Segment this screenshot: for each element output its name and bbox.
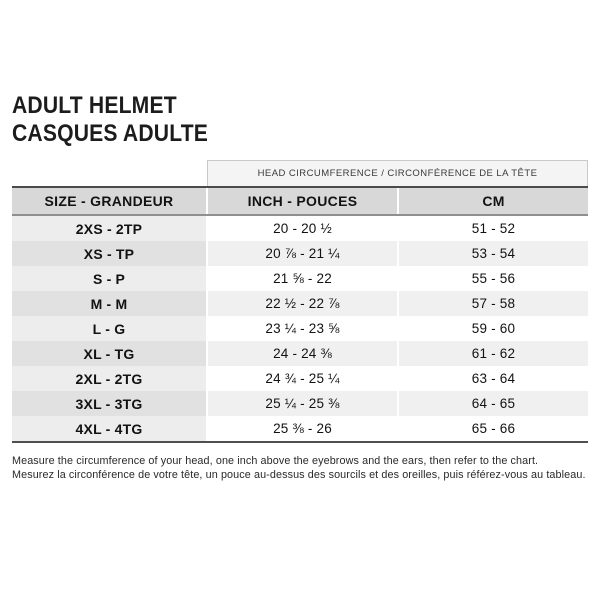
column-header-inch: INCH - POUCES <box>207 187 398 215</box>
column-header-cm: CM <box>398 187 588 215</box>
cm-cell: 64 - 65 <box>398 391 588 416</box>
table-row <box>12 241 588 266</box>
inch-cell: 24 ¾ - 25 ¼ <box>207 366 398 391</box>
column-header-size: SIZE - GRANDEUR <box>12 187 207 215</box>
cm-cell: 55 - 56 <box>398 266 588 291</box>
table-row <box>12 266 588 291</box>
page-title-fr: CASQUES ADULTE <box>12 120 209 147</box>
cm-cell: 61 - 62 <box>398 341 588 366</box>
size-cell: 3XL - 3TG <box>12 391 207 416</box>
table-row <box>12 291 588 316</box>
head-circumference-header: HEAD CIRCUMFERENCE / CIRCONFÉRENCE DE LA TÊTE <box>207 160 588 186</box>
table-row <box>12 416 588 442</box>
measure-instructions-en: Measure the circumference of your head, one inch above the eyebrows and the ears, then refer to the chart. <box>12 455 539 467</box>
cm-cell: 63 - 64 <box>398 366 588 391</box>
table-row <box>12 341 588 366</box>
size-cell: L - G <box>12 316 207 341</box>
size-cell: S - P <box>12 266 207 291</box>
inch-cell: 20 - 20 ½ <box>207 215 398 241</box>
size-cell: M - M <box>12 291 207 316</box>
inch-cell: 23 ¼ - 23 ⅝ <box>207 316 398 341</box>
table-row <box>12 316 588 341</box>
size-chart-table <box>12 186 588 443</box>
size-cell: 4XL - 4TG <box>12 416 207 442</box>
measure-instructions-fr: Mesurez la circonférence de votre tête, un pouce au-dessus des sourcils et des oreilles, puis référez-vous au tableau. <box>12 469 586 481</box>
table-row <box>12 366 588 391</box>
cm-cell: 51 - 52 <box>398 215 588 241</box>
table-row <box>12 391 588 416</box>
inch-cell: 25 ⅜ - 26 <box>207 416 398 442</box>
table-row <box>12 215 588 241</box>
size-cell: XL - TG <box>12 341 207 366</box>
size-cell: 2XS - 2TP <box>12 215 207 241</box>
size-chart <box>12 160 588 443</box>
page-title-en: ADULT HELMET <box>12 92 177 119</box>
inch-cell: 21 ⅝ - 22 <box>207 266 398 291</box>
size-cell: 2XL - 2TG <box>12 366 207 391</box>
cm-cell: 65 - 66 <box>398 416 588 442</box>
cm-cell: 53 - 54 <box>398 241 588 266</box>
inch-cell: 22 ½ - 22 ⅞ <box>207 291 398 316</box>
inch-cell: 20 ⅞ - 21 ¼ <box>207 241 398 266</box>
inch-cell: 25 ¼ - 25 ⅜ <box>207 391 398 416</box>
cm-cell: 59 - 60 <box>398 316 588 341</box>
measure-instructions <box>12 454 586 482</box>
page-title <box>12 92 208 148</box>
column-header-row <box>12 187 588 215</box>
cm-cell: 57 - 58 <box>398 291 588 316</box>
size-cell: XS - TP <box>12 241 207 266</box>
inch-cell: 24 - 24 ⅜ <box>207 341 398 366</box>
